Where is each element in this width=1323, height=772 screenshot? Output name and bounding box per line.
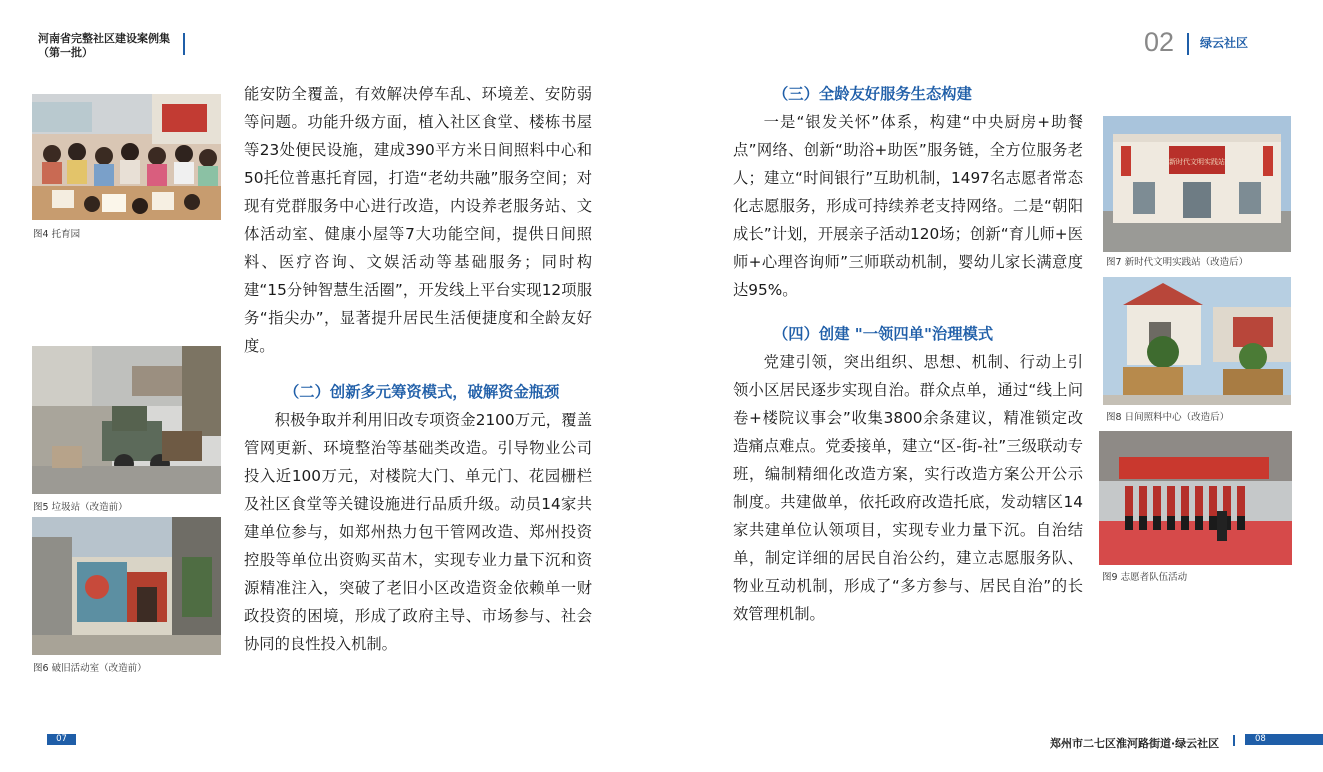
- right-text-column: [733, 80, 1083, 628]
- chapter-number: 02: [1144, 27, 1175, 57]
- photo-garbage-station: [32, 346, 221, 494]
- paragraph-2: 积极争取并利用旧改专项资金2100万元，覆盖管网更新、环境整治等基础类改造。引导物业公司投入近100万元，对楼院大门、单元门、花园栅栏及社区食堂等关键设施进行品质升级。动员14家共建单位参与，如郑州热力包干管网改造、郑州投资控股等单位出资购买苗木，实现专业力量下沉和资源精准注入，突破了老旧小区改造资金依赖单一财政投资的困境，形成了政府主导、市场参与、社会协同的良性投入机制。: [244, 411, 592, 653]
- caption-fig9: 图9 志愿者队伍活动: [1102, 572, 1188, 583]
- paragraph-4: 党建引领，突出组织、思想、机制、行动上引领小区居民逐步实现自治。群众点单，通过“线上问卷+楼院议事会”收集3800余条建议，精准锁定改造痛点难点。党委接单，建立“区-街-社”三级联动专班，编制精细化改造方案，实行改造方案公开公示制度。共建做单，依托政府改造托底，发动辖区14家共建单位认领项目，实现专业力量下沉。自治结单，制定详细的居民自治公约，建立志愿服务队、物业互动机制，形成了“多方参与、居民自治”的长效管理机制。: [733, 353, 1083, 623]
- footer-location: 郑州市二七区淮河路街道·绿云社区: [1050, 737, 1220, 750]
- section-4-title: （四）创建 "一领四单"治理模式: [773, 325, 994, 343]
- left-text-column: [244, 80, 592, 658]
- book-title-line1: 河南省完整社区建设案例集: [38, 32, 170, 45]
- photo-day-care-center: [1103, 277, 1291, 405]
- caption-fig8: 图8 日间照料中心（改造后）: [1106, 412, 1230, 423]
- section-2-title: （二）创新多元筹资模式，破解资金瓶颈: [284, 383, 560, 401]
- page-number-right: 08: [1245, 734, 1323, 745]
- caption-fig4: 图4 托育园: [33, 229, 81, 240]
- photo-volunteer-activity: [1099, 431, 1292, 565]
- section-3-title: （三）全龄友好服务生态构建: [773, 85, 972, 103]
- photo-nursery: [32, 94, 221, 220]
- station-sign-text: 新时代文明实践站: [1169, 158, 1225, 166]
- caption-fig5: 图5 垃圾站（改造前）: [33, 502, 128, 513]
- photo-civilization-station: [1103, 116, 1291, 252]
- caption-fig6: 图6 破旧活动室（改造前）: [33, 663, 147, 674]
- paragraph-1: 能安防全覆盖，有效解决停车乱、环境差、安防弱等问题。功能升级方面，植入社区食堂、楼栋书屋等23处便民设施，建成390平方米日间照料中心和50托位普惠托育园，打造“老幼共融”服务空间；对现有党群服务中心进行改造，内设养老服务站、文体活动室、健康小屋等7大功能空间，提供日间照料、医疗咨询、文娱活动等基础服务；同时构建“15分钟智慧生活圈”，开发线上平台实现12项服务“指尖办”，显著提升居民生活便捷度和全龄友好度。: [244, 85, 592, 355]
- book-title-line2: （第一批）: [38, 46, 93, 59]
- chapter-name: 绿云社区: [1200, 36, 1249, 50]
- header-divider-left: [183, 33, 185, 55]
- page-number-left: 07: [47, 734, 76, 745]
- photo-old-activity-room: [32, 517, 221, 655]
- caption-fig7: 图7 新时代文明实践站（改造后）: [1106, 257, 1249, 268]
- paragraph-3: 一是“银发关怀”体系，构建“中央厨房+助餐点”网络、创新“助浴+助医”服务链，全方位服务老人；建立“时间银行”互助机制，1497名志愿者常态化志愿服务，形成可持续养老支持网络。二是“朝阳成长”计划，开展亲子活动120场；创新“育儿师+医师+心理咨询师”三师联动机制，婴幼儿家长满意度达95%。: [733, 113, 1083, 299]
- book-title: [38, 32, 170, 60]
- footer-divider: [1233, 735, 1235, 746]
- header-divider-right: [1187, 33, 1189, 55]
